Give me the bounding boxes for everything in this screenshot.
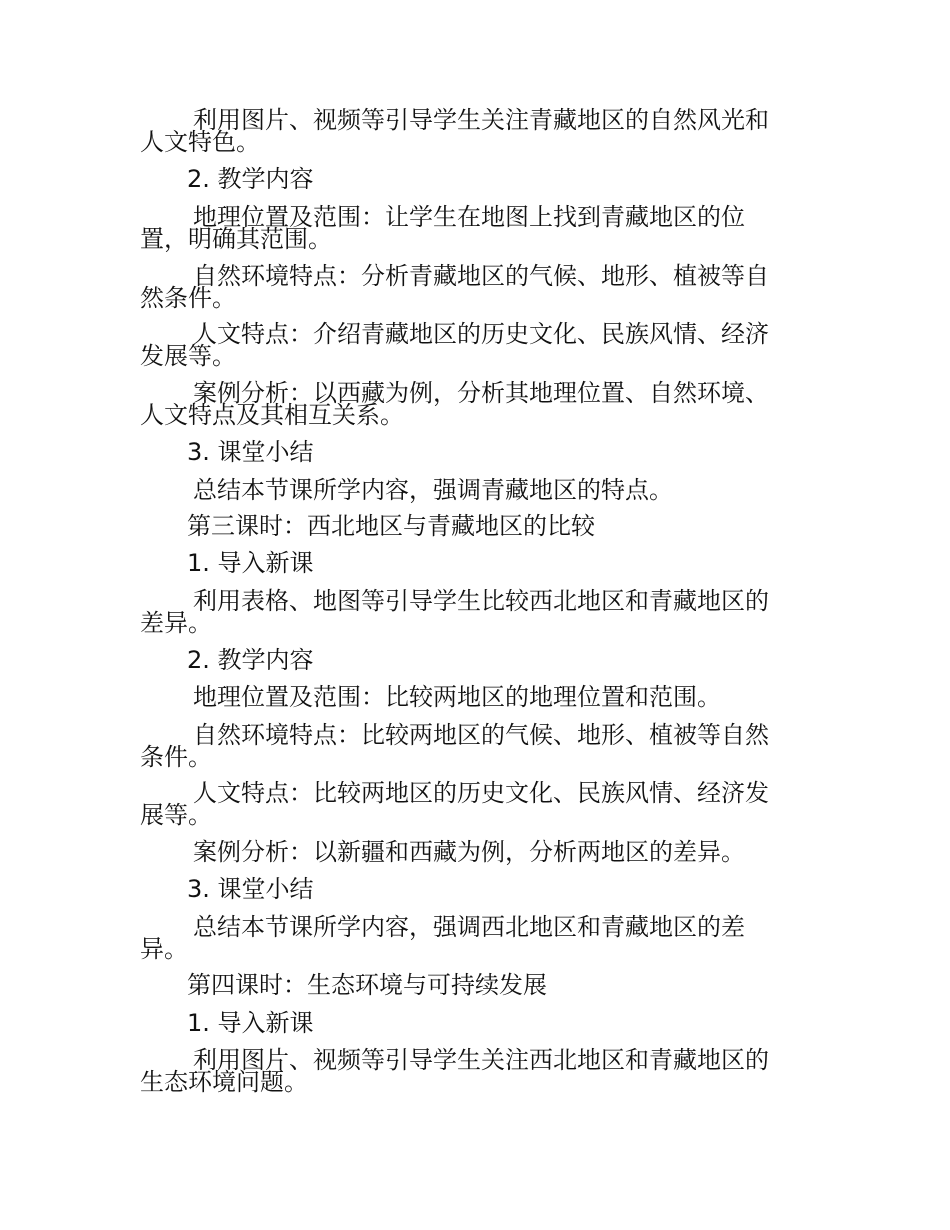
paragraph-line: 利用图片、视频等引导学生关注西北地区和青藏地区的 <box>193 1046 769 1074</box>
paragraph-line: 人文特点：介绍青藏地区的历史文化、民族风情、经济 <box>193 320 769 348</box>
paragraph-line: 利用表格、地图等引导学生比较西北地区和青藏地区的 <box>193 587 769 615</box>
paragraph-line: 自然环境特点：分析青藏地区的气候、地形、植被等自 <box>193 262 769 290</box>
paragraph-line: 异。 <box>140 935 188 963</box>
paragraph-line: 人文特点：比较两地区的历史文化、民族风情、经济发 <box>193 779 769 807</box>
paragraph-line: 置，明确其范围。 <box>140 225 332 253</box>
paragraph-line: 人文特色。 <box>140 128 260 156</box>
paragraph-line: 自然环境特点：比较两地区的气候、地形、植被等自然 <box>193 721 769 749</box>
paragraph-line: 人文特点及其相互关系。 <box>140 401 404 429</box>
section-heading: 1. 导入新课 <box>187 1009 314 1037</box>
paragraph-line: 地理位置及范围：让学生在地图上找到青藏地区的位 <box>193 203 745 231</box>
section-heading: 3. 课堂小结 <box>187 438 314 466</box>
lesson-title: 第三课时：西北地区与青藏地区的比较 <box>187 512 595 540</box>
section-heading: 1. 导入新课 <box>187 549 314 577</box>
paragraph-line: 总结本节课所学内容，强调青藏地区的特点。 <box>193 476 673 504</box>
lesson-title: 第四课时：生态环境与可持续发展 <box>187 971 547 999</box>
paragraph-line: 利用图片、视频等引导学生关注青藏地区的自然风光和 <box>193 106 769 134</box>
paragraph-line: 案例分析：以西藏为例，分析其地理位置、自然环境、 <box>193 379 769 407</box>
paragraph-line: 展等。 <box>140 801 212 829</box>
section-heading: 2. 教学内容 <box>187 646 314 674</box>
paragraph-line: 生态环境问题。 <box>140 1068 308 1096</box>
section-heading: 3. 课堂小结 <box>187 875 314 903</box>
section-heading: 2. 教学内容 <box>187 165 314 193</box>
paragraph-line: 总结本节课所学内容，强调西北地区和青藏地区的差 <box>193 913 745 941</box>
paragraph-line: 然条件。 <box>140 284 236 312</box>
paragraph-line: 条件。 <box>140 743 212 771</box>
paragraph-line: 地理位置及范围：比较两地区的地理位置和范围。 <box>193 683 721 711</box>
paragraph-line: 差异。 <box>140 609 212 637</box>
paragraph-line: 发展等。 <box>140 342 236 370</box>
paragraph-line: 案例分析：以新疆和西藏为例，分析两地区的差异。 <box>193 838 745 866</box>
